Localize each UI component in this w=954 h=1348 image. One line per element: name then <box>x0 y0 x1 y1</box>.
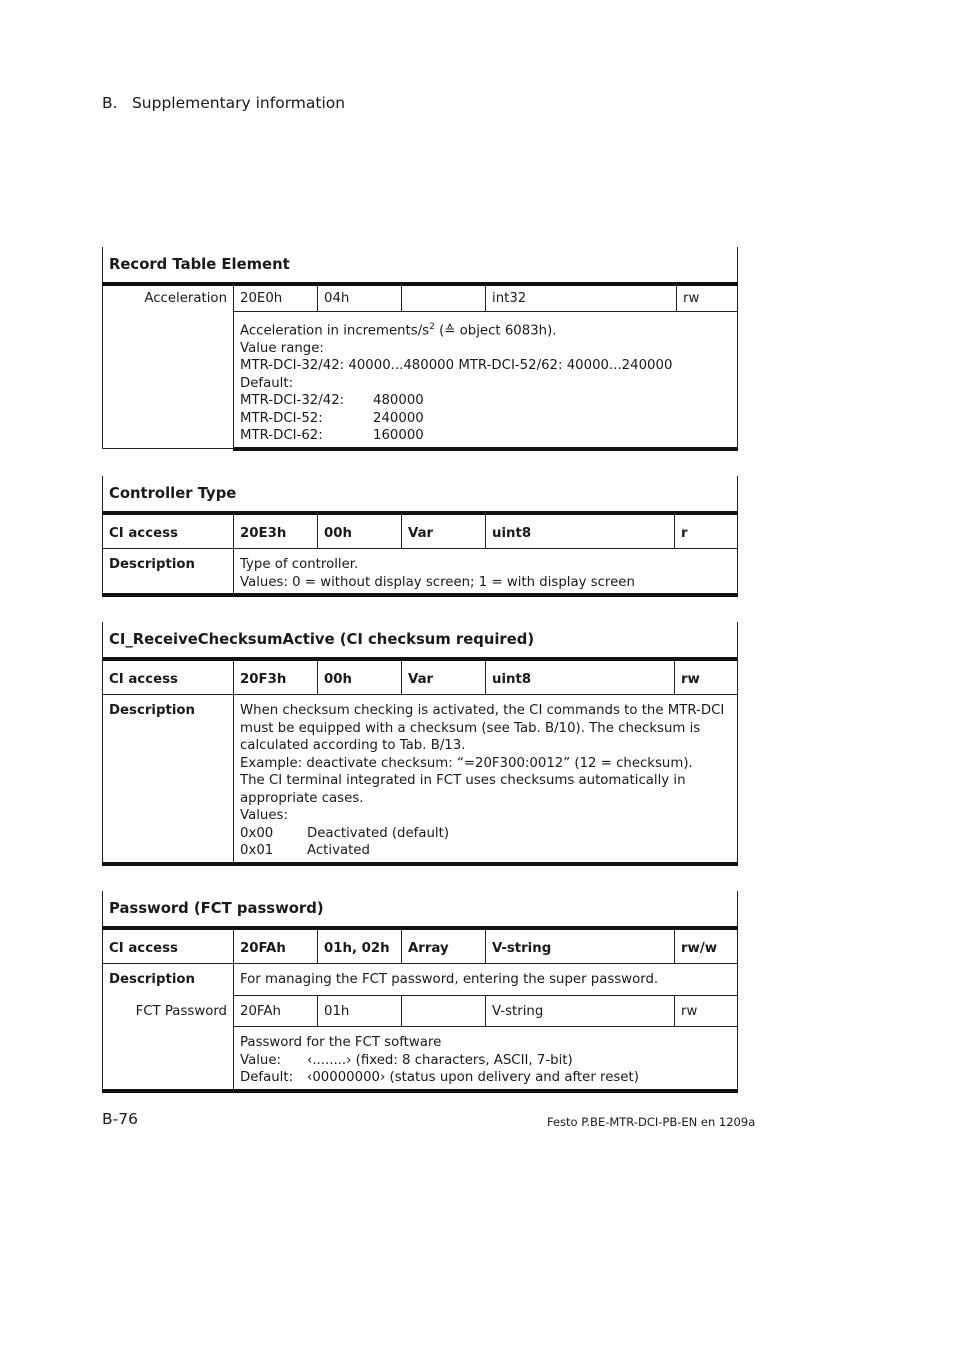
value-row: Value: ‹........› (fixed: 8 characters, ASCII, 7-bit) <box>240 1052 573 1068</box>
description-label: Description <box>103 549 234 596</box>
subindex-cell: 01h <box>318 995 402 1027</box>
desc-text: (≙ object 6083h). <box>434 323 557 339</box>
description-cell <box>234 312 738 449</box>
access-cell: r <box>675 513 738 549</box>
default-row: MTR-DCI-52: 240000 <box>240 410 424 426</box>
desc-text: The CI terminal integrated in FCT uses checksums automatically in appropriate cases. <box>240 773 686 806</box>
index-cell: 20E0h <box>234 284 318 312</box>
desc-text: Acceleration in increments/s <box>240 323 430 339</box>
table-title: Controller Type <box>103 476 738 513</box>
type-cell: Array <box>402 928 486 964</box>
table-title: CI_ReceiveChecksumActive (CI checksum required) <box>103 622 738 659</box>
access-cell: rw <box>675 659 738 695</box>
section-title: Supplementary information <box>131 94 346 112</box>
type-cell <box>402 284 486 312</box>
desc-text: Default: <box>240 375 294 391</box>
desc-text: Example: deactivate checksum: “=20F300:0012” (12 = checksum). <box>240 755 693 771</box>
datatype-cell: V-string <box>486 928 675 964</box>
desc-text: When checksum checking is activated, the CI commands to the MTR-DCI must be equipped with a checksum (see Tab. B/10). The checksum is calculated according to Tab. B/13. <box>240 703 725 753</box>
controller-type-table <box>102 476 737 597</box>
index-cell: 20FAh <box>234 995 318 1027</box>
description-cell <box>234 549 738 596</box>
desc-text: Values: 0 = without display screen; 1 = with display screen <box>240 574 635 590</box>
fct-password-label: FCT Password <box>135 1003 227 1019</box>
subindex-cell: 00h <box>318 659 402 695</box>
document-id: Festo P.BE-MTR-DCI-PB-EN en 1209a <box>547 1115 756 1129</box>
index-cell: 20FAh <box>234 928 318 964</box>
description-label: Description <box>109 972 196 987</box>
sub-description-cell <box>234 1027 738 1091</box>
default-row: MTR-DCI-32/42: 480000 <box>240 393 424 409</box>
datatype-cell: uint8 <box>486 513 675 549</box>
desc-text: Type of controller. <box>240 557 359 572</box>
access-cell: rw <box>677 284 738 312</box>
superscript: 2 <box>429 322 435 332</box>
subindex-cell: 00h <box>318 513 402 549</box>
fct-password-table <box>102 891 737 1093</box>
subindex-cell: 04h <box>318 284 402 312</box>
ci-checksum-table <box>102 622 737 866</box>
description-cell <box>234 695 738 864</box>
description-label: Description <box>103 695 234 864</box>
desc-text: Password for the FCT software <box>240 1035 442 1050</box>
datatype-cell: V-string <box>486 995 675 1027</box>
index-cell: 20E3h <box>234 513 318 549</box>
desc-text: Values: <box>240 808 288 823</box>
index-cell: 20F3h <box>234 659 318 695</box>
row-label: CI access <box>103 928 234 964</box>
value-row: 0x00 Deactivated (default) <box>240 825 450 841</box>
type-cell: Var <box>402 659 486 695</box>
section-number: B. <box>102 94 118 112</box>
default-row: MTR-DCI-62: 160000 <box>240 428 424 444</box>
table-title: Record Table Element <box>103 247 738 284</box>
description-label-cell <box>103 964 234 1091</box>
datatype-cell: uint8 <box>486 659 675 695</box>
description-cell: For managing the FCT password, entering the super password. <box>234 964 738 996</box>
row-label: CI access <box>103 513 234 549</box>
row-label: Acceleration <box>103 284 234 449</box>
subindex-cell: 01h, 02h <box>318 928 402 964</box>
default-row: Default: ‹00000000› (status upon delivery and after reset) <box>240 1070 639 1085</box>
access-cell: rw/w <box>675 928 738 964</box>
type-cell <box>402 995 486 1027</box>
desc-text: MTR-DCI-32/42: 40000...480000 MTR-DCI-52/62: 40000...240000 <box>240 358 673 374</box>
datatype-cell: int32 <box>486 284 677 312</box>
page-number: B-76 <box>102 1110 138 1128</box>
row-label: CI access <box>103 659 234 695</box>
value-row: 0x01 Activated <box>240 843 370 858</box>
page-header <box>102 94 345 112</box>
type-cell: Var <box>402 513 486 549</box>
record-table-element-table <box>102 247 737 451</box>
desc-text: Value range: <box>240 340 324 356</box>
access-cell: rw <box>675 995 738 1027</box>
table-title: Password (FCT password) <box>103 891 738 928</box>
